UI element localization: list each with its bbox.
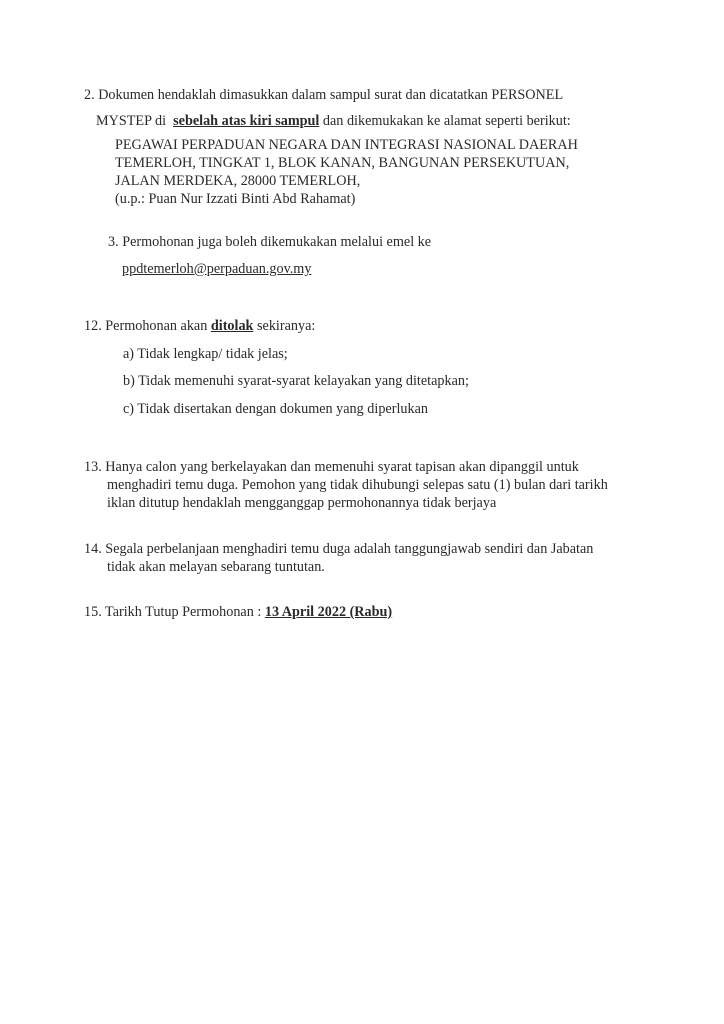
item-12-subitem-b: b) Tidak memenuhi syarat-syarat kelayakan yang ditetapkan; (123, 373, 469, 389)
address-line-1: PEGAWAI PERPADUAN NEGARA DAN INTEGRASI NASIONAL DAERAH (115, 137, 578, 153)
item-2-number: 2. (84, 87, 95, 103)
item-13-text-line-1: Hanya calon yang berkelayakan dan memenuhi syarat tapisan akan dipanggil untuk (105, 459, 579, 475)
item-13-line-1 (84, 458, 579, 476)
item-2-line-1 (84, 86, 563, 104)
item-13-text-line-2: menghadiri temu duga. Pemohon yang tidak dihubungi selepas satu (1) bulan dari tarikh (107, 477, 608, 493)
address-line-4: (u.p.: Puan Nur Izzati Binti Abd Rahamat) (115, 191, 356, 207)
item-12-number: 12. (84, 318, 102, 334)
item-3-text: Permohonan juga boleh dikemukakan melalui emel ke (122, 234, 432, 250)
item-13-number: 13. (84, 459, 102, 475)
item-15-line (84, 603, 392, 621)
item-15-label: Tarikh Tutup Permohonan : (105, 604, 262, 620)
item-2-text-line-2-post: dan dikemukakan ke alamat seperti berikut: (322, 113, 571, 129)
address-line-3: JALAN MERDEKA, 28000 TEMERLOH, (115, 173, 361, 189)
item-12-subitem-c: c) Tidak disertakan dengan dokumen yang diperlukan (123, 401, 428, 417)
item-3-line (108, 233, 431, 251)
item-15-number: 15. (84, 604, 102, 620)
item-14-text-line-2: tidak akan melayan sebarang tuntutan. (107, 559, 325, 575)
item-14-number: 14. (84, 541, 102, 557)
item-2-line-2 (96, 112, 571, 130)
item-13-text-line-3: iklan ditutup hendaklah mengganggap permohonannya tidak berjaya (107, 495, 497, 511)
item-12-text-pre: Permohonan akan (105, 318, 208, 334)
item-2-emphasis: sebelah atas kiri sampul (173, 113, 320, 129)
item-12-subitem-a: a) Tidak lengkap/ tidak jelas; (123, 346, 288, 362)
item-2-text-line-2-pre: MYSTEP di (96, 113, 167, 129)
email-link[interactable]: ppdtemerloh@perpaduan.gov.my (122, 261, 312, 277)
closing-date: 13 April 2022 (Rabu) (264, 604, 393, 620)
address-line-2: TEMERLOH, TINGKAT 1, BLOK KANAN, BANGUNAN PERSEKUTUAN, (115, 155, 570, 171)
item-2-text-line-1: Dokumen hendaklah dimasukkan dalam sampul surat dan dicatatkan PERSONEL (98, 87, 564, 103)
item-12-text-post: sekiranya: (257, 318, 316, 334)
item-14-text-line-1: Segala perbelanjaan menghadiri temu duga adalah tanggungjawab sendiri dan Jabatan (105, 541, 594, 557)
item-12-line (84, 317, 315, 335)
item-14-line-1 (84, 540, 593, 558)
item-3-number: 3. (108, 234, 119, 250)
item-12-emphasis: ditolak (210, 318, 254, 334)
